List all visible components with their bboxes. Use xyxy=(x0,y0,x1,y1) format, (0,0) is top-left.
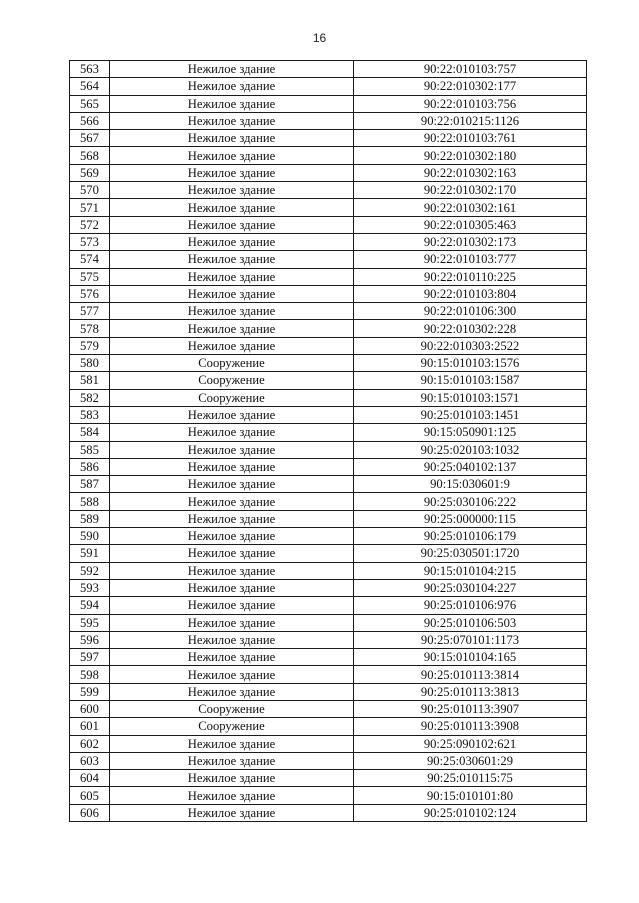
object-type-cell: Нежилое здание xyxy=(110,320,354,337)
object-type-cell: Нежилое здание xyxy=(110,510,354,527)
object-type-cell: Нежилое здание xyxy=(110,441,354,458)
row-number-cell: 599 xyxy=(70,683,110,700)
object-type-cell: Нежилое здание xyxy=(110,147,354,164)
row-number-cell: 564 xyxy=(70,78,110,95)
row-number-cell: 597 xyxy=(70,649,110,666)
row-number-cell: 600 xyxy=(70,700,110,717)
object-type-cell: Нежилое здание xyxy=(110,458,354,475)
row-number-cell: 574 xyxy=(70,251,110,268)
row-number-cell: 593 xyxy=(70,579,110,596)
cadastral-number-cell: 90:25:010103:1451 xyxy=(354,406,587,423)
table-row xyxy=(70,61,587,78)
object-type-cell: Нежилое здание xyxy=(110,545,354,562)
table-row xyxy=(70,804,587,821)
cadastral-number-cell: 90:22:010103:777 xyxy=(354,251,587,268)
object-type-cell: Нежилое здание xyxy=(110,112,354,129)
cadastral-number-cell: 90:15:010103:1587 xyxy=(354,372,587,389)
table-row xyxy=(70,614,587,631)
cadastral-number-cell: 90:22:010302:170 xyxy=(354,182,587,199)
cadastral-number-cell: 90:25:010113:3907 xyxy=(354,700,587,717)
cadastral-number-cell: 90:15:050901:125 xyxy=(354,424,587,441)
row-number-cell: 575 xyxy=(70,268,110,285)
property-table xyxy=(69,60,587,822)
object-type-cell: Нежилое здание xyxy=(110,528,354,545)
object-type-cell: Нежилое здание xyxy=(110,130,354,147)
row-number-cell: 565 xyxy=(70,95,110,112)
cadastral-number-cell: 90:22:010303:2522 xyxy=(354,337,587,354)
cadastral-number-cell: 90:25:070101:1173 xyxy=(354,631,587,648)
table-row xyxy=(70,510,587,527)
table-row xyxy=(70,182,587,199)
table-row xyxy=(70,268,587,285)
row-number-cell: 580 xyxy=(70,355,110,372)
object-type-cell: Нежилое здание xyxy=(110,666,354,683)
object-type-cell: Нежилое здание xyxy=(110,735,354,752)
row-number-cell: 603 xyxy=(70,752,110,769)
row-number-cell: 592 xyxy=(70,562,110,579)
row-number-cell: 582 xyxy=(70,389,110,406)
table-row xyxy=(70,199,587,216)
table-row xyxy=(70,770,587,787)
cadastral-number-cell: 90:25:010102:124 xyxy=(354,804,587,821)
table-row xyxy=(70,787,587,804)
object-type-cell: Нежилое здание xyxy=(110,95,354,112)
row-number-cell: 591 xyxy=(70,545,110,562)
row-number-cell: 596 xyxy=(70,631,110,648)
object-type-cell: Сооружение xyxy=(110,372,354,389)
table-row xyxy=(70,493,587,510)
row-number-cell: 584 xyxy=(70,424,110,441)
row-number-cell: 563 xyxy=(70,61,110,78)
table-row xyxy=(70,666,587,683)
cadastral-number-cell: 90:25:030601:29 xyxy=(354,752,587,769)
object-type-cell: Нежилое здание xyxy=(110,493,354,510)
table-row xyxy=(70,130,587,147)
object-type-cell: Нежилое здание xyxy=(110,614,354,631)
object-type-cell: Нежилое здание xyxy=(110,683,354,700)
table-row xyxy=(70,320,587,337)
object-type-cell: Нежилое здание xyxy=(110,61,354,78)
object-type-cell: Нежилое здание xyxy=(110,804,354,821)
page-number: 16 xyxy=(312,31,327,45)
table-row xyxy=(70,649,587,666)
cadastral-number-cell: 90:22:010103:756 xyxy=(354,95,587,112)
cadastral-number-cell: 90:22:010103:761 xyxy=(354,130,587,147)
row-number-cell: 594 xyxy=(70,597,110,614)
table-row xyxy=(70,458,587,475)
cadastral-number-cell: 90:22:010302:161 xyxy=(354,199,587,216)
table-row xyxy=(70,285,587,302)
object-type-cell: Нежилое здание xyxy=(110,406,354,423)
object-type-cell: Нежилое здание xyxy=(110,303,354,320)
table-row xyxy=(70,372,587,389)
row-number-cell: 576 xyxy=(70,285,110,302)
row-number-cell: 589 xyxy=(70,510,110,527)
table-row xyxy=(70,476,587,493)
cadastral-number-cell: 90:22:010302:173 xyxy=(354,233,587,250)
object-type-cell: Нежилое здание xyxy=(110,78,354,95)
table-row xyxy=(70,389,587,406)
object-type-cell: Сооружение xyxy=(110,700,354,717)
row-number-cell: 570 xyxy=(70,182,110,199)
cadastral-number-cell: 90:25:040102:137 xyxy=(354,458,587,475)
object-type-cell: Нежилое здание xyxy=(110,770,354,787)
object-type-cell: Нежилое здание xyxy=(110,216,354,233)
table-row xyxy=(70,597,587,614)
row-number-cell: 604 xyxy=(70,770,110,787)
row-number-cell: 577 xyxy=(70,303,110,320)
object-type-cell: Нежилое здание xyxy=(110,268,354,285)
cadastral-number-cell: 90:22:010103:804 xyxy=(354,285,587,302)
table-row xyxy=(70,355,587,372)
row-number-cell: 605 xyxy=(70,787,110,804)
row-number-cell: 567 xyxy=(70,130,110,147)
cadastral-number-cell: 90:15:010103:1571 xyxy=(354,389,587,406)
table-row xyxy=(70,718,587,735)
table-row xyxy=(70,752,587,769)
table-row xyxy=(70,441,587,458)
object-type-cell: Нежилое здание xyxy=(110,579,354,596)
row-number-cell: 595 xyxy=(70,614,110,631)
row-number-cell: 606 xyxy=(70,804,110,821)
object-type-cell: Нежилое здание xyxy=(110,631,354,648)
cadastral-number-cell: 90:25:030104:227 xyxy=(354,579,587,596)
object-type-cell: Нежилое здание xyxy=(110,182,354,199)
row-number-cell: 586 xyxy=(70,458,110,475)
row-number-cell: 602 xyxy=(70,735,110,752)
cadastral-number-cell: 90:22:010106:300 xyxy=(354,303,587,320)
cadastral-number-cell: 90:15:010101:80 xyxy=(354,787,587,804)
object-type-cell: Нежилое здание xyxy=(110,337,354,354)
table-row xyxy=(70,406,587,423)
object-type-cell: Нежилое здание xyxy=(110,476,354,493)
row-number-cell: 573 xyxy=(70,233,110,250)
cadastral-number-cell: 90:22:010215:1126 xyxy=(354,112,587,129)
object-type-cell: Сооружение xyxy=(110,389,354,406)
cadastral-number-cell: 90:25:010113:3908 xyxy=(354,718,587,735)
table-row xyxy=(70,700,587,717)
cadastral-number-cell: 90:25:010115:75 xyxy=(354,770,587,787)
table-row xyxy=(70,424,587,441)
cadastral-number-cell: 90:25:090102:621 xyxy=(354,735,587,752)
row-number-cell: 588 xyxy=(70,493,110,510)
cadastral-number-cell: 90:22:010302:163 xyxy=(354,164,587,181)
cadastral-number-cell: 90:25:000000:115 xyxy=(354,510,587,527)
table-row xyxy=(70,631,587,648)
row-number-cell: 585 xyxy=(70,441,110,458)
row-number-cell: 566 xyxy=(70,112,110,129)
cadastral-number-cell: 90:15:030601:9 xyxy=(354,476,587,493)
row-number-cell: 571 xyxy=(70,199,110,216)
object-type-cell: Сооружение xyxy=(110,718,354,735)
table-row xyxy=(70,78,587,95)
cadastral-number-cell: 90:25:030106:222 xyxy=(354,493,587,510)
cadastral-number-cell: 90:15:010104:215 xyxy=(354,562,587,579)
row-number-cell: 572 xyxy=(70,216,110,233)
table-row xyxy=(70,579,587,596)
row-number-cell: 587 xyxy=(70,476,110,493)
cadastral-number-cell: 90:25:010106:503 xyxy=(354,614,587,631)
cadastral-number-cell: 90:25:010113:3814 xyxy=(354,666,587,683)
cadastral-number-cell: 90:25:010113:3813 xyxy=(354,683,587,700)
property-table-body xyxy=(70,61,587,822)
row-number-cell: 581 xyxy=(70,372,110,389)
table-row xyxy=(70,233,587,250)
table-row xyxy=(70,251,587,268)
cadastral-number-cell: 90:25:020103:1032 xyxy=(354,441,587,458)
object-type-cell: Нежилое здание xyxy=(110,424,354,441)
object-type-cell: Нежилое здание xyxy=(110,233,354,250)
table-row xyxy=(70,216,587,233)
table-row xyxy=(70,562,587,579)
object-type-cell: Нежилое здание xyxy=(110,285,354,302)
cadastral-number-cell: 90:22:010302:180 xyxy=(354,147,587,164)
cadastral-number-cell: 90:22:010110:225 xyxy=(354,268,587,285)
object-type-cell: Сооружение xyxy=(110,355,354,372)
object-type-cell: Нежилое здание xyxy=(110,199,354,216)
table-row xyxy=(70,337,587,354)
object-type-cell: Нежилое здание xyxy=(110,752,354,769)
table-row xyxy=(70,683,587,700)
row-number-cell: 601 xyxy=(70,718,110,735)
cadastral-number-cell: 90:22:010302:177 xyxy=(354,78,587,95)
cadastral-number-cell: 90:22:010305:463 xyxy=(354,216,587,233)
cadastral-number-cell: 90:25:010106:179 xyxy=(354,528,587,545)
cadastral-number-cell: 90:25:010106:976 xyxy=(354,597,587,614)
table-row xyxy=(70,164,587,181)
cadastral-number-cell: 90:15:010104:165 xyxy=(354,649,587,666)
row-number-cell: 579 xyxy=(70,337,110,354)
cadastral-number-cell: 90:15:010103:1576 xyxy=(354,355,587,372)
cadastral-number-cell: 90:22:010302:228 xyxy=(354,320,587,337)
table-row xyxy=(70,735,587,752)
object-type-cell: Нежилое здание xyxy=(110,562,354,579)
table-row xyxy=(70,528,587,545)
row-number-cell: 590 xyxy=(70,528,110,545)
object-type-cell: Нежилое здание xyxy=(110,649,354,666)
table-row xyxy=(70,545,587,562)
row-number-cell: 568 xyxy=(70,147,110,164)
cadastral-number-cell: 90:22:010103:757 xyxy=(354,61,587,78)
row-number-cell: 578 xyxy=(70,320,110,337)
row-number-cell: 598 xyxy=(70,666,110,683)
table-row xyxy=(70,303,587,320)
cadastral-number-cell: 90:25:030501:1720 xyxy=(354,545,587,562)
table-row xyxy=(70,112,587,129)
table-row xyxy=(70,147,587,164)
object-type-cell: Нежилое здание xyxy=(110,787,354,804)
object-type-cell: Нежилое здание xyxy=(110,251,354,268)
object-type-cell: Нежилое здание xyxy=(110,164,354,181)
row-number-cell: 569 xyxy=(70,164,110,181)
row-number-cell: 583 xyxy=(70,406,110,423)
table-row xyxy=(70,95,587,112)
object-type-cell: Нежилое здание xyxy=(110,597,354,614)
